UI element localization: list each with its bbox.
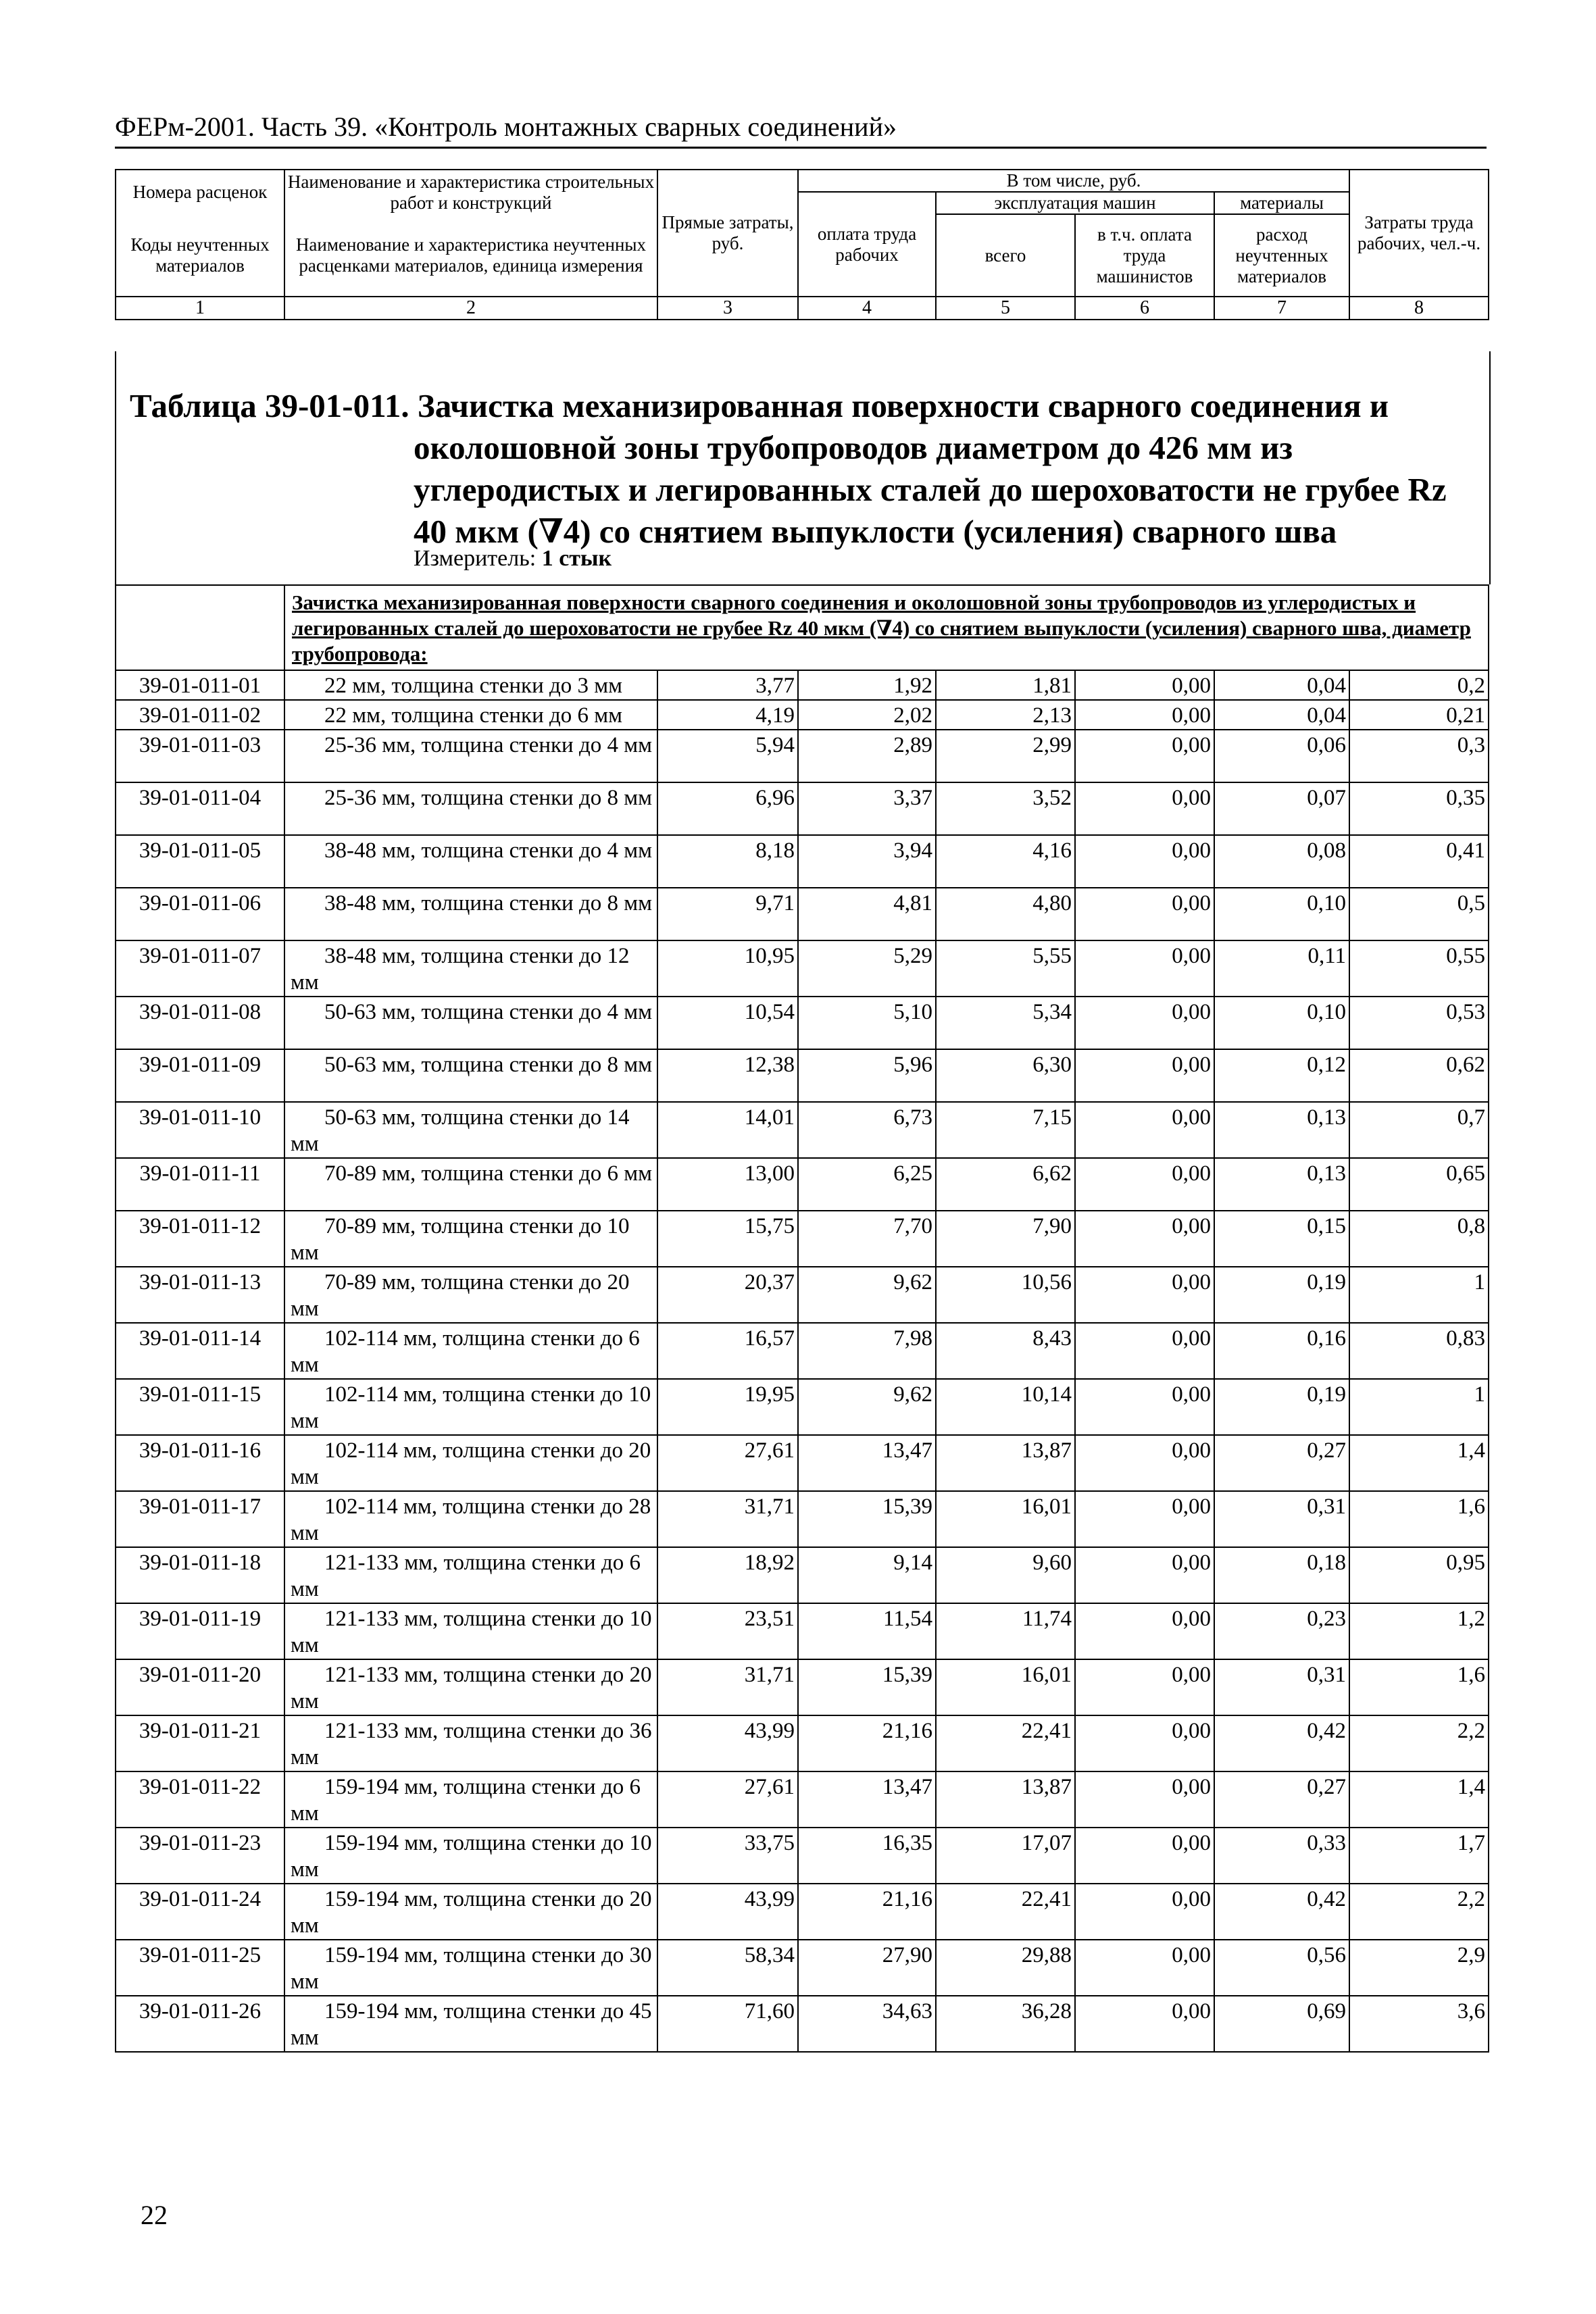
col3-head: Прямые затраты, руб. — [657, 170, 798, 297]
machine-cost-total: 13,87 — [936, 1435, 1075, 1491]
wage-cost: 3,94 — [798, 835, 936, 888]
wage-cost: 5,10 — [798, 997, 936, 1049]
work-name: 25-36 мм, толщина стенки до 8 мм — [284, 782, 657, 835]
labor-hours: 1,6 — [1349, 1659, 1489, 1715]
rate-code: 39-01-011-13 — [116, 1267, 284, 1323]
machine-cost-total: 16,01 — [936, 1491, 1075, 1547]
work-name: 38-48 мм, толщина стенки до 4 мм — [284, 835, 657, 888]
work-name: 121-133 мм, толщина стенки до 10 мм — [284, 1603, 657, 1659]
col-number: 5 — [936, 297, 1075, 320]
machinist-wage: 0,00 — [1075, 782, 1214, 835]
material-cost: 0,42 — [1214, 1715, 1349, 1771]
material-cost: 0,13 — [1214, 1158, 1349, 1211]
col-number: 2 — [284, 297, 657, 320]
machinist-wage: 0,00 — [1075, 1049, 1214, 1102]
material-cost: 0,23 — [1214, 1603, 1349, 1659]
machinist-wage: 0,00 — [1075, 997, 1214, 1049]
rate-code: 39-01-011-01 — [116, 670, 284, 700]
machinist-wage: 0,00 — [1075, 670, 1214, 700]
work-name: 50-63 мм, толщина стенки до 4 мм — [284, 997, 657, 1049]
machine-cost-total: 9,60 — [936, 1547, 1075, 1603]
group-header-row — [116, 585, 1489, 670]
work-name: 159-194 мм, толщина стенки до 6 мм — [284, 1771, 657, 1828]
work-name: 50-63 мм, толщина стенки до 8 мм — [284, 1049, 657, 1102]
work-name: 121-133 мм, толщина стенки до 36 мм — [284, 1715, 657, 1771]
labor-hours: 1,6 — [1349, 1491, 1489, 1547]
rate-code: 39-01-011-16 — [116, 1435, 284, 1491]
rate-code: 39-01-011-12 — [116, 1211, 284, 1267]
materials-head: материалы — [1214, 192, 1349, 214]
machinist-wage: 0,00 — [1075, 888, 1214, 940]
labor-hours: 0,7 — [1349, 1102, 1489, 1158]
rate-code: 39-01-011-10 — [116, 1102, 284, 1158]
rate-code: 39-01-011-15 — [116, 1379, 284, 1435]
direct-cost: 23,51 — [657, 1603, 798, 1659]
labor-hours: 0,53 — [1349, 997, 1489, 1049]
direct-cost: 9,71 — [657, 888, 798, 940]
direct-cost: 58,34 — [657, 1940, 798, 1996]
rate-code: 39-01-011-09 — [116, 1049, 284, 1102]
machine-cost-total: 36,28 — [936, 1996, 1075, 2052]
table-row — [116, 1435, 1489, 1491]
rate-code: 39-01-011-21 — [116, 1715, 284, 1771]
machinist-wage: 0,00 — [1075, 1940, 1214, 1996]
machine-cost-total: 1,81 — [936, 670, 1075, 700]
labor-hours: 3,6 — [1349, 1996, 1489, 2052]
rate-code: 39-01-011-20 — [116, 1659, 284, 1715]
table-row — [116, 1659, 1489, 1715]
labor-hours: 0,8 — [1349, 1211, 1489, 1267]
machine-cost-total: 7,90 — [936, 1211, 1075, 1267]
work-name: 70-89 мм, толщина стенки до 6 мм — [284, 1158, 657, 1211]
direct-cost: 16,57 — [657, 1323, 798, 1379]
machine-cost-total: 10,14 — [936, 1379, 1075, 1435]
machine-cost-total: 8,43 — [936, 1323, 1075, 1379]
machinist-wage: 0,00 — [1075, 730, 1214, 782]
direct-cost: 13,00 — [657, 1158, 798, 1211]
machinist-wage: 0,00 — [1075, 1323, 1214, 1379]
table-row — [116, 1996, 1489, 2052]
direct-cost: 19,95 — [657, 1379, 798, 1435]
machinist-wage: 0,00 — [1075, 940, 1214, 997]
work-name: 102-114 мм, толщина стенки до 20 мм — [284, 1435, 657, 1491]
machine-cost-total: 13,87 — [936, 1771, 1075, 1828]
machinist-wage: 0,00 — [1075, 700, 1214, 730]
material-cost: 0,10 — [1214, 997, 1349, 1049]
wage-cost: 6,73 — [798, 1102, 936, 1158]
wage-cost: 15,39 — [798, 1491, 936, 1547]
work-name: 38-48 мм, толщина стенки до 8 мм — [284, 888, 657, 940]
table-row — [116, 1884, 1489, 1940]
table-row — [116, 782, 1489, 835]
rate-code: 39-01-011-26 — [116, 1996, 284, 2052]
machine-cost-total: 29,88 — [936, 1940, 1075, 1996]
labor-hours: 0,2 — [1349, 670, 1489, 700]
group-description — [284, 585, 1489, 670]
work-name: 102-114 мм, толщина стенки до 6 мм — [284, 1323, 657, 1379]
labor-hours: 0,21 — [1349, 700, 1489, 730]
table-row — [116, 700, 1489, 730]
work-name: 159-194 мм, толщина стенки до 45 мм — [284, 1996, 657, 2052]
table-row — [116, 1211, 1489, 1267]
machine-cost-total: 17,07 — [936, 1828, 1075, 1884]
group-empty-cell — [116, 585, 284, 670]
material-cost: 0,11 — [1214, 940, 1349, 997]
rate-code: 39-01-011-19 — [116, 1603, 284, 1659]
table-title-line-2: околошовной зоны трубопроводов диаметром до 426 мм из — [414, 429, 1293, 466]
work-name: 159-194 мм, толщина стенки до 30 мм — [284, 1940, 657, 1996]
col-number: 8 — [1349, 297, 1489, 320]
labor-hours: 2,9 — [1349, 1940, 1489, 1996]
table-row — [116, 1603, 1489, 1659]
machine-cost-total: 7,15 — [936, 1102, 1075, 1158]
rate-code: 39-01-011-14 — [116, 1323, 284, 1379]
direct-cost: 10,54 — [657, 997, 798, 1049]
table-title-line-1: Таблица 39-01-011. Зачистка механизированная поверхности сварного соединения и — [130, 387, 1389, 424]
machinist-wage: 0,00 — [1075, 1158, 1214, 1211]
wage-cost: 11,54 — [798, 1603, 936, 1659]
rate-code: 39-01-011-11 — [116, 1158, 284, 1211]
rate-code: 39-01-011-23 — [116, 1828, 284, 1884]
rate-code: 39-01-011-04 — [116, 782, 284, 835]
work-name: 70-89 мм, толщина стенки до 10 мм — [284, 1211, 657, 1267]
material-cost: 0,04 — [1214, 670, 1349, 700]
material-cost: 0,56 — [1214, 1940, 1349, 1996]
wage-cost: 2,02 — [798, 700, 936, 730]
rate-code: 39-01-011-17 — [116, 1491, 284, 1547]
labor-hours: 0,3 — [1349, 730, 1489, 782]
labor-hours: 0,5 — [1349, 888, 1489, 940]
table-row — [116, 1267, 1489, 1323]
work-name: 70-89 мм, толщина стенки до 20 мм — [284, 1267, 657, 1323]
group-description-text: Зачистка механизированная поверхности сварного соединения и околошовной зоны трубопроводов из углеродистых и легированных сталей до шероховатости не грубее Rz 40 мкм (∇4) со снятием — [292, 590, 1416, 640]
wage-cost: 34,63 — [798, 1996, 936, 2052]
direct-cost: 8,18 — [657, 835, 798, 888]
table-row — [116, 997, 1489, 1049]
material-cost: 0,33 — [1214, 1828, 1349, 1884]
material-cost: 0,19 — [1214, 1267, 1349, 1323]
labor-hours: 0,65 — [1349, 1158, 1489, 1211]
table-title-line-3: углеродистых и легированных сталей до шероховатости не грубее Rz — [414, 471, 1447, 508]
rate-code: 39-01-011-05 — [116, 835, 284, 888]
direct-cost: 3,77 — [657, 670, 798, 700]
machine-cost-total: 16,01 — [936, 1659, 1075, 1715]
running-header — [115, 111, 1487, 149]
machines-head: эксплуатация машин — [936, 192, 1214, 214]
work-name: 121-133 мм, толщина стенки до 20 мм — [284, 1659, 657, 1715]
machinist-wage: 0,00 — [1075, 1828, 1214, 1884]
direct-cost: 20,37 — [657, 1267, 798, 1323]
wage-cost: 7,98 — [798, 1323, 936, 1379]
rate-code: 39-01-011-18 — [116, 1547, 284, 1603]
group-description-text-end: выпуклости (усиления) сварного шва, диаметр трубопровода: — [292, 616, 1471, 665]
measure-label: Измеритель: — [414, 546, 537, 571]
labor-hours: 1,7 — [1349, 1828, 1489, 1884]
rate-code: 39-01-011-08 — [116, 997, 284, 1049]
machinist-wage: 0,00 — [1075, 1379, 1214, 1435]
machine-cost-total: 10,56 — [936, 1267, 1075, 1323]
work-name: 22 мм, толщина стенки до 6 мм — [284, 700, 657, 730]
material-cost: 0,06 — [1214, 730, 1349, 782]
wage-cost: 2,89 — [798, 730, 936, 782]
wage-cost: 16,35 — [798, 1828, 936, 1884]
direct-cost: 43,99 — [657, 1884, 798, 1940]
wage-cost: 9,14 — [798, 1547, 936, 1603]
wage-cost: 5,29 — [798, 940, 936, 997]
table-row — [116, 1158, 1489, 1211]
labor-hours: 1,4 — [1349, 1771, 1489, 1828]
wage-cost: 21,16 — [798, 1715, 936, 1771]
machine-cost-total: 2,99 — [936, 730, 1075, 782]
col-number: 1 — [116, 297, 284, 320]
material-cost: 0,07 — [1214, 782, 1349, 835]
labor-hours: 0,83 — [1349, 1323, 1489, 1379]
table-row — [116, 670, 1489, 700]
col8-head: Затраты труда рабочих, чел.-ч. — [1349, 170, 1489, 297]
machinist-wage: 0,00 — [1075, 1603, 1214, 1659]
work-name: 121-133 мм, толщина стенки до 6 мм — [284, 1547, 657, 1603]
table-row — [116, 730, 1489, 782]
measure-unit — [414, 546, 612, 572]
machinist-wage: 0,00 — [1075, 1102, 1214, 1158]
labor-hours: 2,2 — [1349, 1884, 1489, 1940]
material-cost: 0,12 — [1214, 1049, 1349, 1102]
machine-cost-total: 4,80 — [936, 888, 1075, 940]
work-name: 102-114 мм, толщина стенки до 10 мм — [284, 1379, 657, 1435]
table-row — [116, 1547, 1489, 1603]
machinist-wage: 0,00 — [1075, 1267, 1214, 1323]
work-name: 102-114 мм, толщина стенки до 28 мм — [284, 1491, 657, 1547]
work-name: 50-63 мм, толщина стенки до 14 мм — [284, 1102, 657, 1158]
machinist-wage: 0,00 — [1075, 1435, 1214, 1491]
labor-hours: 0,62 — [1349, 1049, 1489, 1102]
machinist-wage: 0,00 — [1075, 835, 1214, 888]
incl-head: В том числе, руб. — [798, 170, 1349, 192]
material-cost: 0,27 — [1214, 1771, 1349, 1828]
machinist-wage: 0,00 — [1075, 1884, 1214, 1940]
machine-cost-total: 11,74 — [936, 1603, 1075, 1659]
machine-cost-total: 22,41 — [936, 1884, 1075, 1940]
table-title-line-4: 40 мкм (∇4) со снятием выпуклости (усиления) сварного шва — [414, 513, 1337, 550]
table-row — [116, 1828, 1489, 1884]
col-number: 3 — [657, 297, 798, 320]
machine-cost-total: 4,16 — [936, 835, 1075, 888]
material-cost: 0,08 — [1214, 835, 1349, 888]
wage-cost: 13,47 — [798, 1435, 936, 1491]
column-header-table — [115, 169, 1489, 320]
work-name: 22 мм, толщина стенки до 3 мм — [284, 670, 657, 700]
work-name: 159-194 мм, толщина стенки до 10 мм — [284, 1828, 657, 1884]
col2-head-top: Наименование и характеристика строительных работ и конструкций — [284, 170, 657, 214]
col-number: 6 — [1075, 297, 1214, 320]
rate-code: 39-01-011-02 — [116, 700, 284, 730]
rates-table — [115, 584, 1489, 2053]
table-row — [116, 1940, 1489, 1996]
direct-cost: 43,99 — [657, 1715, 798, 1771]
machine-cost-total: 6,30 — [936, 1049, 1075, 1102]
labor-hours: 1 — [1349, 1267, 1489, 1323]
col6-head: в т.ч. оплата труда машинистов — [1075, 214, 1214, 297]
col-number: 7 — [1214, 297, 1349, 320]
table-row — [116, 1102, 1489, 1158]
work-name: 25-36 мм, толщина стенки до 4 мм — [284, 730, 657, 782]
machinist-wage: 0,00 — [1075, 1996, 1214, 2052]
labor-hours: 1,2 — [1349, 1603, 1489, 1659]
machinist-wage: 0,00 — [1075, 1659, 1214, 1715]
material-cost: 0,31 — [1214, 1491, 1349, 1547]
material-cost: 0,10 — [1214, 888, 1349, 940]
direct-cost: 5,94 — [657, 730, 798, 782]
labor-hours: 0,41 — [1349, 835, 1489, 888]
direct-cost: 4,19 — [657, 700, 798, 730]
wage-cost: 21,16 — [798, 1884, 936, 1940]
work-name: 38-48 мм, толщина стенки до 12 мм — [284, 940, 657, 997]
machine-cost-total: 22,41 — [936, 1715, 1075, 1771]
table-row — [116, 1049, 1489, 1102]
table-row — [116, 1323, 1489, 1379]
direct-cost: 15,75 — [657, 1211, 798, 1267]
col-number: 4 — [798, 297, 936, 320]
material-cost: 0,69 — [1214, 1996, 1349, 2052]
wage-cost: 7,70 — [798, 1211, 936, 1267]
labor-hours: 0,35 — [1349, 782, 1489, 835]
wage-cost: 6,25 — [798, 1158, 936, 1211]
page-number: 22 — [141, 2200, 168, 2230]
direct-cost: 12,38 — [657, 1049, 798, 1102]
machine-cost-total: 5,55 — [936, 940, 1075, 997]
material-cost: 0,31 — [1214, 1659, 1349, 1715]
direct-cost: 33,75 — [657, 1828, 798, 1884]
table-row — [116, 1715, 1489, 1771]
rate-code: 39-01-011-25 — [116, 1940, 284, 1996]
material-cost: 0,42 — [1214, 1884, 1349, 1940]
wage-cost: 9,62 — [798, 1379, 936, 1435]
rate-code: 39-01-011-22 — [116, 1771, 284, 1828]
direct-cost: 31,71 — [657, 1491, 798, 1547]
rate-code: 39-01-011-24 — [116, 1884, 284, 1940]
wage-cost: 4,81 — [798, 888, 936, 940]
material-cost: 0,16 — [1214, 1323, 1349, 1379]
direct-cost: 10,95 — [657, 940, 798, 997]
table-row — [116, 835, 1489, 888]
labor-hours: 1,4 — [1349, 1435, 1489, 1491]
machinist-wage: 0,00 — [1075, 1771, 1214, 1828]
col5-head: всего — [936, 214, 1075, 297]
material-cost: 0,15 — [1214, 1211, 1349, 1267]
table-row — [116, 940, 1489, 997]
machinist-wage: 0,00 — [1075, 1211, 1214, 1267]
table-row — [116, 1491, 1489, 1547]
table-row — [116, 1771, 1489, 1828]
wage-cost: 1,92 — [798, 670, 936, 700]
col2-head-bottom: Наименование и характеристика неучтенных расценками материалов, единица измерения — [284, 214, 657, 297]
direct-cost: 14,01 — [657, 1102, 798, 1158]
direct-cost: 6,96 — [657, 782, 798, 835]
col1-head-bottom: Коды неучтенных материалов — [116, 214, 284, 297]
direct-cost: 27,61 — [657, 1771, 798, 1828]
direct-cost: 27,61 — [657, 1435, 798, 1491]
direct-cost: 18,92 — [657, 1547, 798, 1603]
rate-code: 39-01-011-06 — [116, 888, 284, 940]
wage-cost: 9,62 — [798, 1267, 936, 1323]
machinist-wage: 0,00 — [1075, 1715, 1214, 1771]
labor-hours: 0,95 — [1349, 1547, 1489, 1603]
table-title-block — [115, 351, 1491, 584]
material-cost: 0,04 — [1214, 700, 1349, 730]
table-row — [116, 1379, 1489, 1435]
running-header-title: ФЕРм-2001. Часть 39. «Контроль монтажных сварных соединений» — [115, 111, 897, 142]
rate-code: 39-01-011-07 — [116, 940, 284, 997]
machine-cost-total: 6,62 — [936, 1158, 1075, 1211]
material-cost: 0,19 — [1214, 1379, 1349, 1435]
machinist-wage: 0,00 — [1075, 1491, 1214, 1547]
machine-cost-total: 3,52 — [936, 782, 1075, 835]
machinist-wage: 0,00 — [1075, 1547, 1214, 1603]
wage-cost: 5,96 — [798, 1049, 936, 1102]
col7-head: расход неучтенных материалов — [1214, 214, 1349, 297]
table-row — [116, 888, 1489, 940]
wage-cost: 3,37 — [798, 782, 936, 835]
material-cost: 0,13 — [1214, 1102, 1349, 1158]
wage-cost: 13,47 — [798, 1771, 936, 1828]
direct-cost: 71,60 — [657, 1996, 798, 2052]
labor-hours: 1 — [1349, 1379, 1489, 1435]
rate-code: 39-01-011-03 — [116, 730, 284, 782]
labor-hours: 0,55 — [1349, 940, 1489, 997]
wage-cost: 27,90 — [798, 1940, 936, 1996]
col4-head: оплата труда рабочих — [798, 192, 936, 297]
material-cost: 0,18 — [1214, 1547, 1349, 1603]
machine-cost-total: 5,34 — [936, 997, 1075, 1049]
material-cost: 0,27 — [1214, 1435, 1349, 1491]
labor-hours: 2,2 — [1349, 1715, 1489, 1771]
machine-cost-total: 2,13 — [936, 700, 1075, 730]
work-name: 159-194 мм, толщина стенки до 20 мм — [284, 1884, 657, 1940]
measure-value: 1 стык — [541, 546, 612, 571]
direct-cost: 31,71 — [657, 1659, 798, 1715]
col1-head-top: Номера расценок — [116, 170, 284, 214]
wage-cost: 15,39 — [798, 1659, 936, 1715]
